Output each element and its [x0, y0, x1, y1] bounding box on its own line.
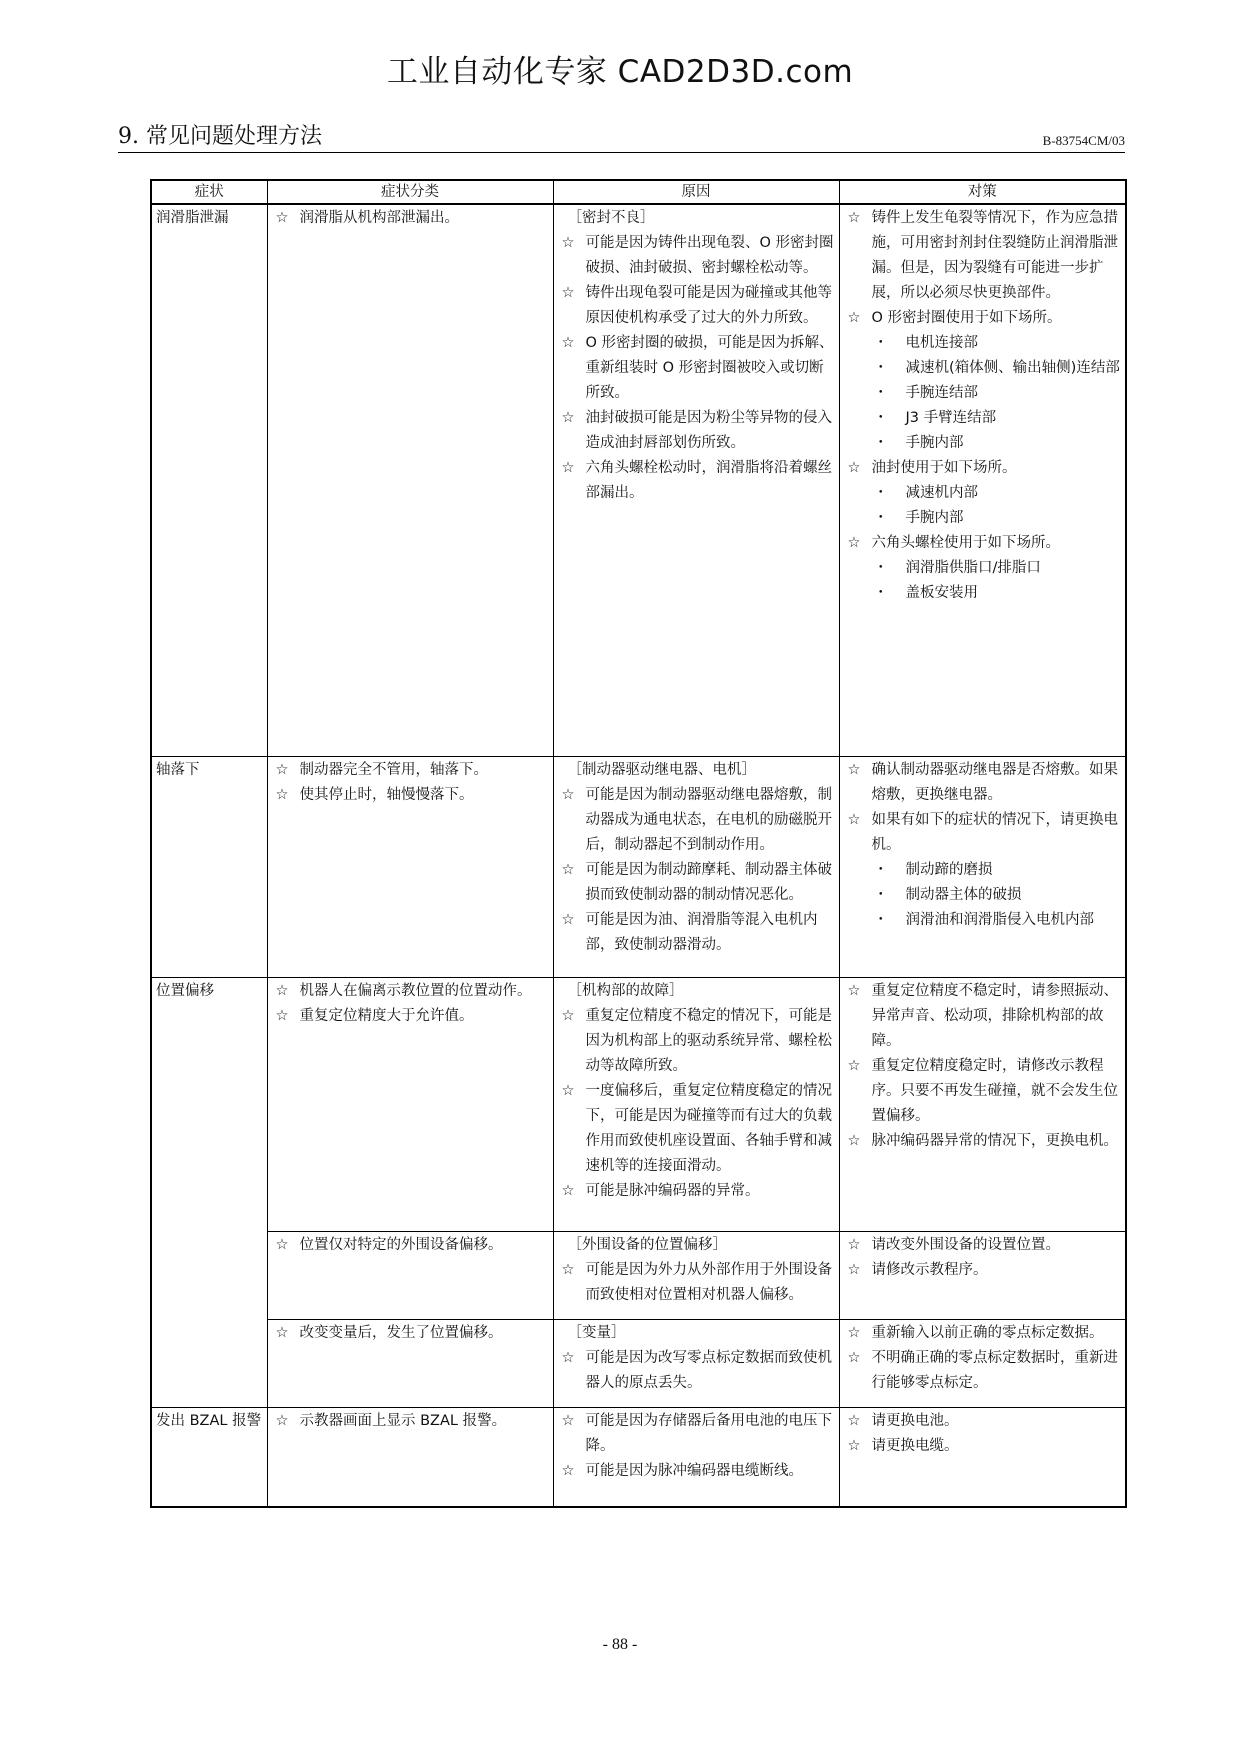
bullet-text: 重复定位精度不稳定的情况下，可能是因为机构部上的驱动系统异常、螺栓松动等故障所致。 — [585, 1007, 832, 1074]
bullet-item — [844, 1233, 1122, 1258]
classification-text: 润滑脂从机构部泄漏出。 — [299, 210, 459, 226]
sub-item-text: 电机连接部 — [905, 335, 978, 351]
classification-cell — [267, 977, 553, 1231]
bullet-item — [558, 331, 835, 406]
classification-item — [272, 758, 549, 783]
star-icon: ☆ — [847, 1132, 861, 1149]
table-header-row — [151, 180, 1126, 204]
star-icon: ☆ — [561, 1007, 575, 1024]
star-icon: ☆ — [275, 1236, 289, 1253]
bullet-text: 六角头螺栓使用于如下场所。 — [871, 535, 1060, 551]
star-icon: ☆ — [275, 1324, 289, 1341]
cause-cell — [553, 756, 839, 977]
dot-icon: ・ — [873, 360, 888, 376]
star-icon: ☆ — [561, 786, 575, 803]
sub-item — [844, 506, 1122, 531]
star-icon: ☆ — [847, 1324, 861, 1341]
star-icon: ☆ — [847, 811, 861, 828]
bullet-text: 如果有如下的症状的情况下，请更换电机。 — [871, 811, 1118, 853]
bullet-text: 油封破损可能是因为粉尘等异物的侵入造成油封唇部划伤所致。 — [585, 410, 832, 451]
classification-text: 制动器完全不管用，轴落下。 — [299, 761, 488, 778]
star-icon: ☆ — [561, 285, 575, 301]
bullet-item — [558, 1004, 835, 1079]
bullet-text: 可能是因为油、润滑脂等混入电机内部，致使制动器滑动。 — [585, 911, 818, 953]
bullet-text: 脉冲编码器异常的情况下，更换电机。 — [871, 1132, 1118, 1149]
bullet-item — [558, 1079, 835, 1179]
sub-item-text: 手腕内部 — [905, 510, 964, 526]
star-icon: ☆ — [847, 535, 861, 551]
star-icon: ☆ — [847, 1349, 861, 1366]
star-icon: ☆ — [561, 1349, 575, 1366]
classification-cell — [267, 1231, 553, 1319]
bullet-text: 请更换电池。 — [871, 1412, 959, 1429]
sub-item-text: 手腕内部 — [905, 435, 964, 451]
dot-icon: ・ — [873, 485, 888, 501]
bullet-item — [844, 1258, 1122, 1283]
sub-item-text: 减速机(箱体侧、输出轴侧)连结部 — [905, 360, 1120, 376]
star-icon: ☆ — [275, 786, 289, 803]
dot-icon: ・ — [873, 886, 888, 903]
sub-item-text: 减速机内部 — [905, 485, 978, 501]
bullet-item — [558, 456, 835, 506]
bullet-text: 确认制动器驱动继电器是否熔敷。如果熔敷，更换继电器。 — [871, 761, 1118, 803]
column-header: 症状分类 — [267, 180, 553, 204]
symptom-cell: 位置偏移 — [151, 977, 267, 1407]
measure-cell — [839, 1407, 1126, 1507]
column-header: 症状 — [151, 180, 267, 204]
bullet-item — [844, 306, 1122, 331]
symptom-cell: 发出 BZAL 报警 — [151, 1407, 267, 1507]
star-icon: ☆ — [275, 982, 289, 999]
star-icon: ☆ — [561, 460, 575, 476]
bullet-text: 六角头螺栓松动时，润滑脂将沿着螺丝部漏出。 — [585, 460, 832, 501]
section-header — [118, 122, 1125, 153]
dot-icon: ・ — [873, 560, 888, 576]
bullet-text: 铸件上发生龟裂等情况下，作为应急措施，可用密封剂封住裂缝防止润滑脂泄漏。但是，因为裂缝有可能进一步扩展，所以必须尽快更换部件。 — [871, 210, 1118, 301]
sub-item-text: 制动器主体的破损 — [905, 886, 1022, 903]
bullet-item — [844, 531, 1122, 556]
classification-text: 示教器画面上显示 BZAL 报警。 — [299, 1412, 507, 1429]
table-row — [151, 1407, 1126, 1507]
page-number: - 88 - — [602, 1636, 638, 1653]
classification-cell — [267, 756, 553, 977]
star-icon: ☆ — [561, 1462, 575, 1479]
sub-item — [844, 431, 1122, 456]
star-icon: ☆ — [561, 861, 575, 878]
bullet-item — [558, 858, 835, 908]
dot-icon: ・ — [873, 585, 888, 601]
bullet-text: 重复定位精度稳定时，请修改示教程序。只要不再发生碰撞，就不会发生位置偏移。 — [871, 1057, 1118, 1124]
bullet-item — [558, 1258, 835, 1308]
classification-text: 改变变量后，发生了位置偏移。 — [299, 1324, 503, 1341]
classification-text: 使其停止时，轴慢慢落下。 — [299, 786, 474, 803]
bullet-text: 可能是脉冲编码器的异常。 — [585, 1182, 760, 1199]
sub-item-text: 盖板安装用 — [905, 585, 978, 601]
cause-heading: ［外围设备的位置偏移］ — [567, 1236, 727, 1253]
cause-heading: ［变量］ — [567, 1324, 626, 1341]
bullet-item — [844, 808, 1122, 858]
bullet-text: 请改变外围设备的设置位置。 — [871, 1236, 1060, 1253]
bullet-text: 可能是因为外力从外部作用于外围设备而致使相对位置相对机器人偏移。 — [585, 1261, 832, 1303]
bullet-item — [844, 1434, 1122, 1459]
bullet-text: 可能是因为改写零点标定数据而致使机器人的原点丢失。 — [585, 1349, 832, 1391]
bullet-text: 重新输入以前正确的零点标定数据。 — [871, 1324, 1104, 1341]
dot-icon: ・ — [873, 410, 888, 426]
star-icon: ☆ — [847, 1412, 861, 1429]
bullet-text: 铸件出现龟裂可能是因为碰撞或其他等原因使机构承受了过大的外力所致。 — [585, 285, 832, 326]
cause-cell — [553, 977, 839, 1231]
star-icon: ☆ — [561, 1082, 575, 1099]
sub-item-text: 手腕连结部 — [905, 385, 978, 401]
cause-cell — [553, 1231, 839, 1319]
sub-item — [844, 381, 1122, 406]
classification-text: 重复定位精度大于允许值。 — [299, 1007, 474, 1024]
sub-item-text: 润滑脂供脂口/排脂口 — [905, 560, 1041, 576]
classification-item — [272, 1233, 549, 1258]
star-icon: ☆ — [847, 1437, 861, 1454]
classification-item — [272, 979, 549, 1004]
star-icon: ☆ — [561, 1182, 575, 1199]
sub-item — [844, 406, 1122, 431]
star-icon: ☆ — [847, 1236, 861, 1253]
measure-cell — [839, 1231, 1126, 1319]
bullet-item — [844, 1346, 1122, 1396]
column-header: 对策 — [839, 180, 1126, 204]
cause-cell — [553, 1319, 839, 1407]
sub-item — [844, 581, 1122, 606]
bullet-text: 重复定位精度不稳定时，请参照振动、异常声音、松动项，排除机构部的故障。 — [871, 982, 1118, 1049]
star-icon: ☆ — [847, 210, 861, 226]
bullet-item — [844, 1409, 1122, 1434]
star-icon: ☆ — [275, 210, 289, 226]
sub-item — [844, 481, 1122, 506]
bullet-item — [558, 406, 835, 456]
classification-item — [272, 1321, 549, 1346]
cause-heading: ［制动器驱动继电器、电机］ — [567, 761, 756, 778]
dot-icon: ・ — [873, 861, 888, 878]
classification-item — [272, 206, 549, 231]
classification-item — [272, 783, 549, 808]
star-icon: ☆ — [561, 1412, 575, 1429]
bullet-item — [558, 281, 835, 331]
bullet-text: 可能是因为存储器后备用电池的电压下降。 — [585, 1412, 832, 1454]
classification-text: 位置仅对特定的外围设备偏移。 — [299, 1236, 503, 1253]
star-icon: ☆ — [847, 982, 861, 999]
bullet-text: 可能是因为脉冲编码器电缆断线。 — [585, 1462, 803, 1479]
bullet-text: 可能是因为制动蹄摩耗、制动器主体破损而致使制动器的制动情况恶化。 — [585, 861, 832, 903]
measure-cell — [839, 756, 1126, 977]
sub-item — [844, 556, 1122, 581]
sub-item — [844, 883, 1122, 908]
classification-text: 机器人在偏离示教位置的位置动作。 — [299, 982, 532, 999]
bullet-item — [558, 1179, 835, 1204]
star-icon: ☆ — [847, 460, 861, 476]
bullet-text: 可能是因为制动器驱动继电器熔敷，制动器成为通电状态，在电机的励磁脱开后，制动器起不到制动作用。 — [585, 786, 832, 853]
star-icon: ☆ — [847, 1261, 861, 1278]
symptom-cell: 润滑脂泄漏 — [151, 204, 267, 756]
bullet-item — [844, 1321, 1122, 1346]
star-icon: ☆ — [561, 410, 575, 426]
table-row — [151, 1231, 1126, 1319]
bullet-item — [558, 231, 835, 281]
troubleshooting-table — [150, 179, 1127, 1508]
star-icon: ☆ — [275, 1007, 289, 1024]
watermark: 工业自动化专家 CAD2D3D.com — [386, 54, 854, 90]
star-icon: ☆ — [275, 761, 289, 778]
star-icon: ☆ — [275, 1412, 289, 1429]
star-icon: ☆ — [561, 911, 575, 928]
sub-item — [844, 356, 1122, 381]
bullet-text: 不明确正确的零点标定数据时，重新进行能够零点标定。 — [871, 1349, 1118, 1391]
bullet-text: O 形密封圈使用于如下场所。 — [871, 310, 1062, 326]
column-header: 原因 — [553, 180, 839, 204]
cause-heading: ［机构部的故障］ — [567, 982, 684, 999]
classification-cell — [267, 1319, 553, 1407]
bullet-item — [844, 456, 1122, 481]
classification-cell — [267, 204, 553, 756]
star-icon: ☆ — [561, 335, 575, 351]
classification-item — [272, 1004, 549, 1029]
bullet-item — [844, 206, 1122, 306]
sub-item — [844, 331, 1122, 356]
sub-item-text: 润滑油和润滑脂侵入电机内部 — [905, 911, 1094, 928]
section-title: 9. 常见问题处理方法 — [118, 124, 322, 149]
dot-icon: ・ — [873, 510, 888, 526]
bullet-item — [844, 1129, 1122, 1154]
bullet-text: O 形密封圈的破损，可能是因为拆解、重新组装时 O 形密封圈被咬入或切断所致。 — [585, 335, 834, 401]
star-icon: ☆ — [561, 1261, 575, 1278]
cause-cell — [553, 1407, 839, 1507]
measure-cell — [839, 204, 1126, 756]
star-icon: ☆ — [847, 310, 861, 326]
dot-icon: ・ — [873, 385, 888, 401]
table-row — [151, 204, 1126, 756]
sub-item-text: J3 手臂连结部 — [905, 410, 997, 426]
dot-icon: ・ — [873, 435, 888, 451]
table-row — [151, 1319, 1126, 1407]
document-code: B-83754CM/03 — [1042, 133, 1125, 148]
measure-cell — [839, 977, 1126, 1231]
bullet-item — [558, 1459, 835, 1484]
sub-item-text: 制动蹄的磨损 — [905, 861, 993, 878]
table-row — [151, 977, 1126, 1231]
cause-heading: ［密封不良］ — [567, 210, 655, 226]
classification-cell — [267, 1407, 553, 1507]
table-row — [151, 756, 1126, 977]
cause-cell — [553, 204, 839, 756]
bullet-item — [844, 758, 1122, 808]
symptom-cell: 轴落下 — [151, 756, 267, 977]
bullet-item — [558, 1346, 835, 1396]
bullet-text: 请更换电缆。 — [871, 1437, 959, 1454]
bullet-text: 油封使用于如下场所。 — [871, 460, 1017, 476]
bullet-item — [844, 1054, 1122, 1129]
bullet-item — [558, 783, 835, 858]
star-icon: ☆ — [847, 1057, 861, 1074]
bullet-item — [844, 979, 1122, 1054]
bullet-item — [558, 1409, 835, 1459]
bullet-text: 请修改示教程序。 — [871, 1261, 988, 1278]
classification-item — [272, 1409, 549, 1434]
dot-icon: ・ — [873, 911, 888, 928]
bullet-item — [558, 908, 835, 958]
star-icon: ☆ — [561, 235, 575, 251]
dot-icon: ・ — [873, 335, 888, 351]
star-icon: ☆ — [847, 761, 861, 778]
sub-item — [844, 908, 1122, 933]
measure-cell — [839, 1319, 1126, 1407]
bullet-text: 一度偏移后，重复定位精度稳定的情况下，可能是因为碰撞等而有过大的负载作用而致使机座设置面、各轴手臂和减速机等的连接面滑动。 — [585, 1082, 832, 1174]
bullet-text: 可能是因为铸件出现龟裂、O 形密封圈破损、油封破损、密封螺栓松动等。 — [585, 235, 834, 276]
sub-item — [844, 858, 1122, 883]
table-body — [151, 204, 1126, 1507]
